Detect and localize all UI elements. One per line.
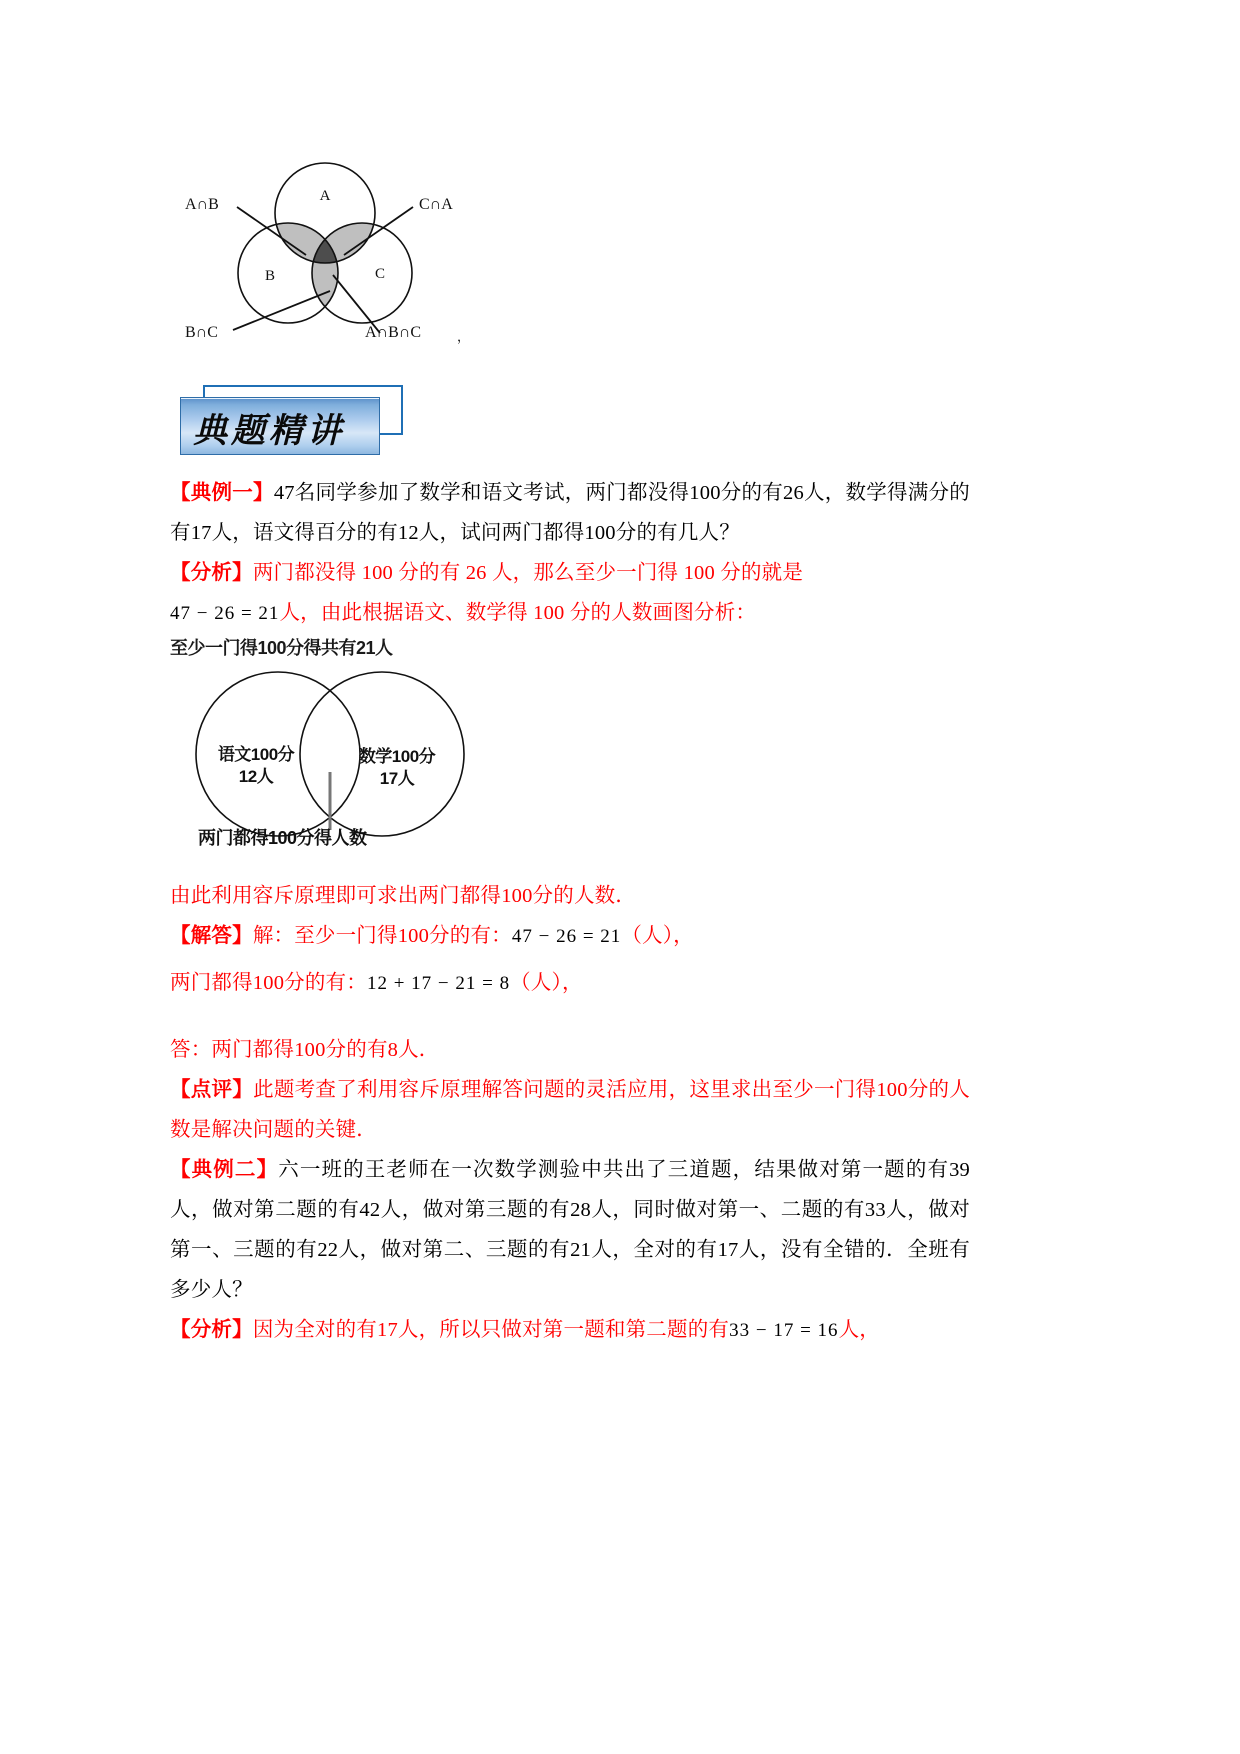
venn2-right-label-line2: 17人 bbox=[379, 769, 415, 788]
answer1-line2-lead: 两门都得100分的有： bbox=[170, 972, 367, 994]
example2-body: 六一班的王老师在一次数学测验中共出了三道题，结果做对第一题的有39人，做对第二题的有42人，做对第三题的有28人，同时做对第一、二题的有33人，做对第一、三题的有22人，做对第二、三题的有21人，全对的有17人，没有全错的．全班有多少人？ bbox=[170, 1159, 971, 1301]
example1-paragraph bbox=[170, 473, 970, 553]
answer1-final: 答：两门都得100分的有8人． bbox=[170, 1039, 440, 1061]
example2-tag: 【典例二】 bbox=[170, 1159, 279, 1181]
comment1-tag: 【点评】 bbox=[170, 1079, 254, 1101]
venn3-label-b: B bbox=[264, 268, 276, 284]
analysis2-line1: 因为全对的有17人，所以只做对第一题和第二题的有 bbox=[252, 1319, 730, 1341]
answer1-tag: 【解答】 bbox=[170, 925, 253, 947]
analysis2-tag: 【分析】 bbox=[170, 1319, 253, 1341]
venn2-left-label-line1: 语文100分 bbox=[217, 745, 295, 764]
example1-tag: 【典例一】 bbox=[170, 482, 274, 504]
answer1-unit2: （人） bbox=[510, 972, 562, 994]
analysis2-math: 33 − 17 = 16 bbox=[729, 1320, 839, 1341]
venn3-label-a-cap-b: A∩B bbox=[185, 196, 219, 213]
venn3-label-a-cap-b-cap-c: A∩B∩C bbox=[365, 324, 422, 341]
answer1-math2: 12 + 17 − 21 = 8 bbox=[366, 973, 511, 994]
comment1-paragraph bbox=[170, 1070, 970, 1150]
venn3-label-c-cap-a: C∩A bbox=[419, 196, 453, 213]
venn2-right-label-line1: 数学100分 bbox=[358, 747, 436, 766]
answer1-math1: 47 − 26 = 21 bbox=[511, 926, 622, 947]
analysis1-line2: 人，由此根据语文、数学得 100 分的人数画图分析： bbox=[279, 602, 757, 624]
answer1-lead: 解：至少一门得100分的有： bbox=[252, 925, 512, 947]
venn-diagram-three-sets bbox=[175, 145, 475, 345]
comment1-body: 此题考查了利用容斥原理解答问题的灵活应用，这里求出至少一门得100分的人数是解决问题的关键． bbox=[170, 1079, 970, 1141]
venn-diagram-two-sets bbox=[170, 662, 590, 862]
answer1-paragraph bbox=[170, 916, 970, 957]
venn3-label-c: C bbox=[374, 266, 386, 282]
venn2-caption: 至少一门得100分得共有21人 bbox=[170, 638, 393, 658]
venn3-label-a: A bbox=[319, 188, 331, 204]
page-content bbox=[170, 0, 970, 1351]
example1-body: 47名同学参加了数学和语文考试，两门都没得100分的有26人，数学得满分的有17人，语文得百分的有12人，试问两门都得100分的有几人？ bbox=[170, 482, 971, 544]
answer1-comma1: ， bbox=[673, 925, 694, 947]
venn3-label-b-cap-c: B∩C bbox=[185, 324, 218, 341]
venn3-trailing-comma: ， bbox=[457, 329, 471, 344]
banner-title: 典题精讲 bbox=[193, 413, 345, 450]
analysis1-tag: 【分析】 bbox=[170, 562, 253, 584]
analysis1-math: 47 − 26 = 21 bbox=[170, 603, 280, 624]
section-banner bbox=[175, 383, 970, 473]
analysis1-line1: 两门都没得 100 分的有 26 人，那么至少一门得 100 分的就是 bbox=[252, 562, 804, 584]
analysis1-math-line bbox=[170, 593, 970, 634]
answer1-comma2: ， bbox=[561, 972, 583, 994]
analysis2-line2: 人， bbox=[838, 1319, 880, 1341]
analysis2-paragraph bbox=[170, 1310, 970, 1351]
answer1-unit1: （人） bbox=[621, 925, 674, 947]
answer1-line2 bbox=[170, 963, 970, 1004]
venn2-bottom-label: 两门都得100分得人数 bbox=[198, 828, 367, 848]
analysis1-paragraph bbox=[170, 553, 970, 593]
analysis1-tail-paragraph: 由此利用容斥原理即可求出两门都得100分的人数． bbox=[170, 885, 637, 907]
venn3-svg bbox=[175, 145, 475, 345]
example2-paragraph bbox=[170, 1150, 970, 1310]
venn2-left-label-line2: 12人 bbox=[238, 767, 274, 786]
